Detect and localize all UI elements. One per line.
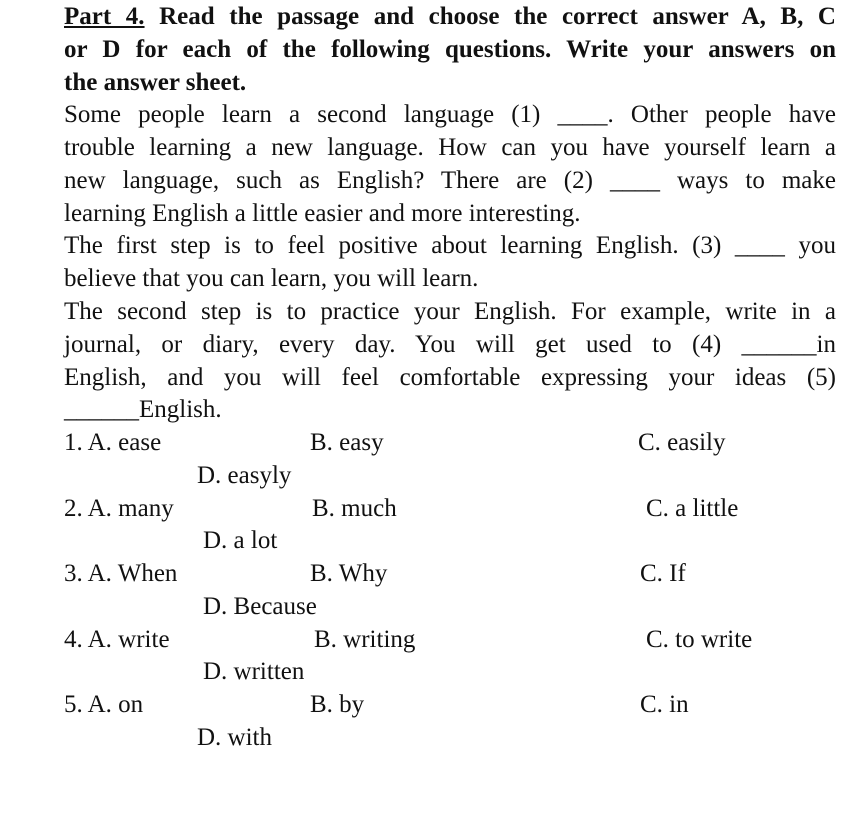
passage-line: learning English a little easier and more interesting.	[64, 200, 581, 227]
passage-line: English, and you will feel comfortable expressing your ideas (5)	[64, 364, 836, 391]
option-c: C. to write	[646, 626, 753, 653]
option-d: D. a lot	[203, 527, 278, 554]
passage-line: The first step is to feel positive about learning English. (3) ____ you	[64, 232, 836, 259]
option-b: B. much	[312, 495, 397, 522]
option-b: B. Why	[310, 560, 388, 587]
option-b: B. easy	[310, 429, 384, 456]
option-a: 2. A. many	[64, 495, 174, 522]
passage-line: Some people learn a second language (1) ____. Other people have	[64, 101, 836, 128]
option-d: D. Because	[203, 593, 317, 620]
option-a: 1. A. ease	[64, 429, 162, 456]
option-c: C. in	[640, 691, 689, 718]
passage-line: believe that you can learn, you will learn.	[64, 265, 479, 292]
option-a: 3. A. When	[64, 560, 178, 587]
part-label: Part 4.	[64, 3, 145, 30]
option-d: D. written	[203, 658, 305, 685]
option-b: B. writing	[314, 626, 416, 653]
option-d: D. with	[197, 724, 272, 751]
instruction-line-3: the answer sheet.	[64, 69, 247, 96]
passage-line: new language, such as English? There are (2) ____ ways to make	[64, 167, 836, 194]
instruction-text-1: Read the passage and choose the correct answer A, B, C	[144, 3, 836, 30]
instruction-line-1	[64, 0, 836, 33]
option-c: C. a little	[646, 495, 739, 522]
option-c: C. If	[640, 560, 686, 587]
passage-line: journal, or diary, every day. You will get used to (4) ______in	[64, 331, 836, 358]
passage-line: The second step is to practice your English. For example, write in a	[64, 298, 836, 325]
option-c: C. easily	[638, 429, 726, 456]
option-b: B. by	[310, 691, 365, 718]
option-a: 5. A. on	[64, 691, 144, 718]
instruction-line-2: or D for each of the following questions. Write your answers on	[64, 36, 836, 63]
passage-line: trouble learning a new language. How can you have yourself learn a	[64, 134, 836, 161]
option-d: D. easyly	[197, 462, 292, 489]
passage-line: ______English.	[64, 396, 222, 423]
option-a: 4. A. write	[64, 626, 170, 653]
